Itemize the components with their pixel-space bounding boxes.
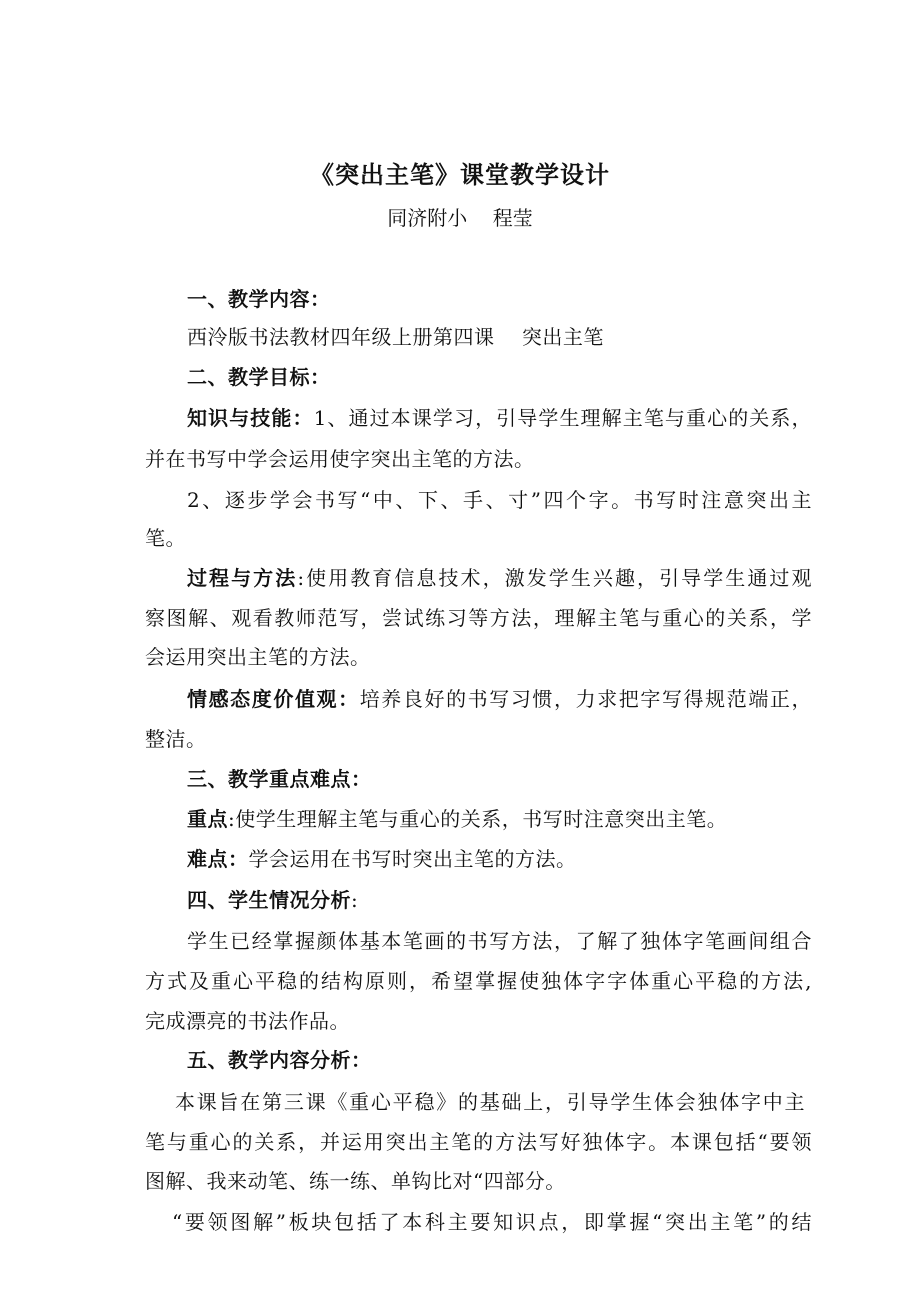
section-3-heading: 三、教学重点难点： (187, 767, 372, 791)
knowledge-text-1: 1、通过本课学习，引导学生理解主笔与重心的关系， (313, 406, 812, 430)
process-line-3: 会运用突出主笔的方法。 (145, 645, 371, 669)
key-label: 重点 (187, 807, 228, 831)
section-4-line-1: 学生已经掌握颜体基本笔画的书写方法，了解了独体字笔画间组合 (187, 929, 812, 953)
emotion-line-2: 整洁。 (145, 727, 207, 751)
section-4-line-3: 完成漂亮的书法作品。 (145, 1009, 350, 1033)
section-1-text: 西泠版书法教材四年级上册第四课 突出主笔 (187, 325, 604, 349)
difficulty-label: 难点： (187, 847, 249, 871)
section-1-heading: 一、教学内容： (187, 287, 331, 311)
process-label: 过程与方法 (187, 566, 298, 590)
section-5-heading: 五、教学内容分析： (187, 1048, 372, 1072)
key-text: :使学生理解主笔与重心的关系，书写时注意突出主笔。 (228, 807, 728, 831)
emotion-label: 情感态度价值观： (187, 687, 360, 711)
process-text-1: :使用教育信息技术，激发学生兴趣，引导学生通过观 (297, 566, 812, 590)
emotion-line-1 (187, 684, 812, 714)
item-2-line-2: 笔。 (145, 526, 186, 550)
knowledge-label: 知识与技能： (187, 406, 314, 430)
section-4-line-2: 方式及重心平稳的结构原则，希望掌握使独体字字体重心平稳的方法, (145, 969, 812, 993)
section-4-heading (187, 885, 358, 915)
emotion-text-1: 培养良好的书写习惯，力求把字写得规范端正， (359, 687, 813, 711)
author-line: 同济附小 程莹 (387, 206, 533, 230)
section-2-heading: 二、教学目标： (187, 365, 331, 389)
process-line-1 (187, 563, 812, 593)
knowledge-line-2: 并在书写中学会运用使字突出主笔的方法。 (145, 447, 535, 471)
section-5-p1-line-2: 笔与重心的关系，并运用突出主笔的方法写好独体字。本课包括“要领 (145, 1130, 812, 1154)
section-5-p1-line-3: 图解、我来动笔、练一练、单钩比对“四部分。 (145, 1169, 566, 1193)
key-point-line (187, 804, 727, 834)
item-2-line-1: 2、逐步学会书写“中、下、手、寸”四个字。书写时注意突出主 (187, 488, 812, 512)
process-line-2: 察图解、观看教师范写，尝试练习等方法，理解主笔与重心的关系，学 (145, 606, 812, 630)
section-4-heading-colon: : (351, 888, 359, 912)
difficulty-line (187, 844, 577, 874)
section-5-p1-line-1: 本课旨在第三课《重心平稳》的基础上，引导学生体会独体字中主 (175, 1090, 805, 1114)
document-title: 《突出主笔》课堂教学设计 (310, 160, 610, 189)
difficulty-text: 学会运用在书写时突出主笔的方法。 (248, 847, 577, 871)
section-5-p2-line-1: “要领图解”板块包括了本科主要知识点，即掌握“突出主笔”的结 (172, 1210, 812, 1234)
section-4-heading-text: 四、学生情况分析 (187, 888, 351, 912)
knowledge-line-1 (187, 403, 812, 433)
